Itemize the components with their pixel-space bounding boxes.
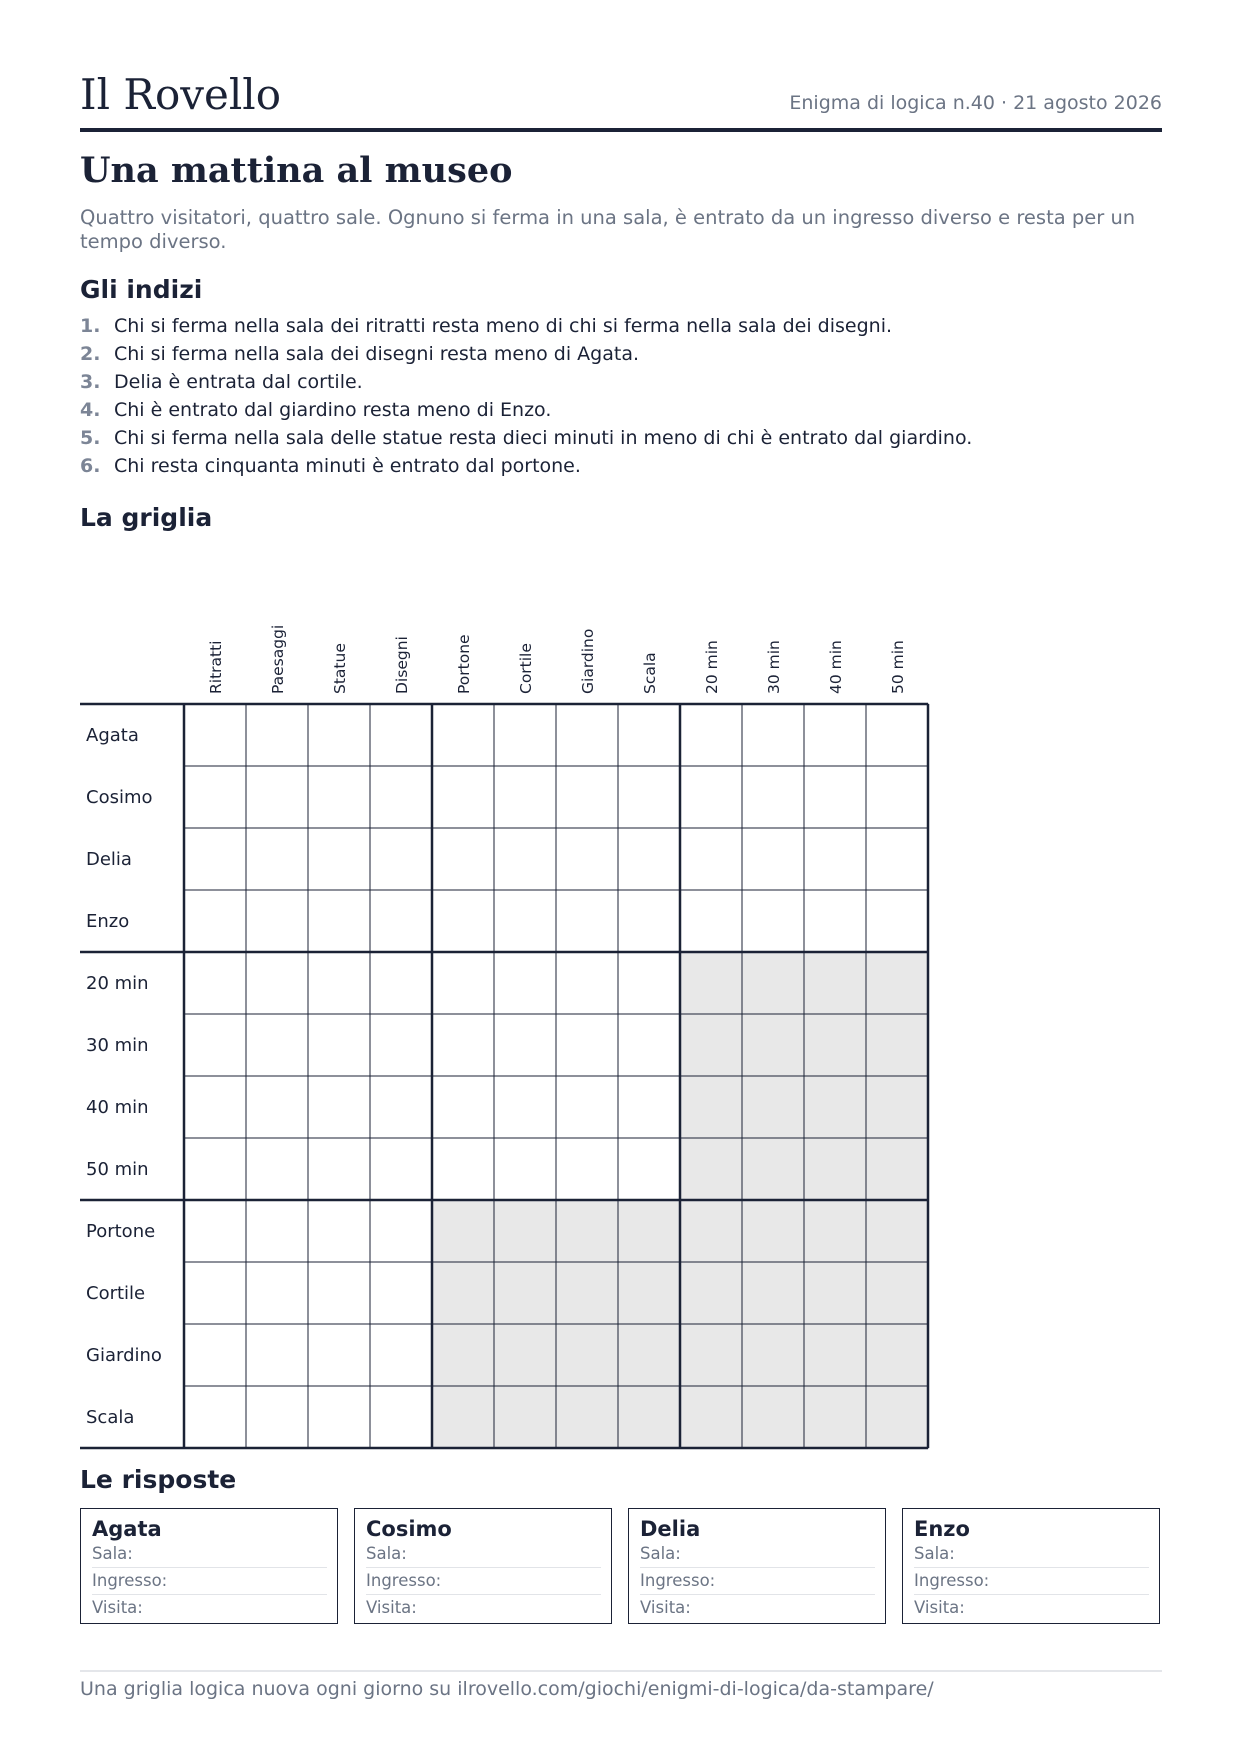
grid-cell[interactable] (432, 828, 494, 890)
card-field-visita[interactable]: Visita: (366, 1598, 417, 1617)
clue-text: Delia è entrata dal cortile. (114, 371, 363, 393)
grid-cell[interactable] (308, 952, 370, 1014)
grid-cell-blocked (680, 1386, 742, 1448)
column-header-label: 30 min (765, 640, 783, 694)
clues-heading: Gli indizi (80, 275, 203, 304)
grid-cell[interactable] (494, 952, 556, 1014)
grid-cell[interactable] (246, 1324, 308, 1386)
grid-cell[interactable] (432, 1138, 494, 1200)
grid-cell[interactable] (556, 952, 618, 1014)
grid-cell[interactable] (742, 766, 804, 828)
grid-cell-blocked (618, 1386, 680, 1448)
grid-cell[interactable] (246, 1076, 308, 1138)
grid-cell-blocked (742, 952, 804, 1014)
grid-cell[interactable] (804, 704, 866, 766)
card-field-visita[interactable]: Visita: (92, 1598, 143, 1617)
column-header-label: 50 min (889, 640, 907, 694)
grid-cell[interactable] (432, 704, 494, 766)
grid-cell-blocked (556, 1324, 618, 1386)
grid-cell[interactable] (680, 766, 742, 828)
footer-text: Una griglia logica nuova ogni giorno su ilrovello.com/giochi/enigmi-di-logica/da-stampare/ (80, 1678, 934, 1700)
grid-cell[interactable] (742, 828, 804, 890)
grid-cell-blocked (680, 1138, 742, 1200)
grid-cell-blocked (680, 1262, 742, 1324)
grid-cell[interactable] (308, 1014, 370, 1076)
grid-cell[interactable] (370, 704, 432, 766)
grid-cell-blocked (866, 1138, 928, 1200)
grid-cell[interactable] (556, 1076, 618, 1138)
grid-cell[interactable] (308, 1138, 370, 1200)
row-header-label: 40 min (86, 1097, 149, 1118)
grid-cell[interactable] (184, 1262, 246, 1324)
grid-cell-blocked (804, 1138, 866, 1200)
grid-cell[interactable] (494, 890, 556, 952)
grid-cell-blocked (556, 1386, 618, 1448)
grid-cell-blocked (556, 1200, 618, 1262)
grid-cell[interactable] (184, 1014, 246, 1076)
row-header-label: Cortile (86, 1283, 146, 1304)
grid-cell[interactable] (308, 1076, 370, 1138)
grid-cell[interactable] (866, 828, 928, 890)
row-header-label: Agata (86, 725, 139, 746)
grid-cell[interactable] (804, 828, 866, 890)
clue-text: Chi si ferma nella sala delle statue resta dieci minuti in meno di chi è entrato dal giardino. (114, 427, 973, 449)
grid-cell[interactable] (432, 766, 494, 828)
card-person-name: Delia (640, 1517, 701, 1541)
answer-card-cosimo (354, 1508, 612, 1624)
grid-cell[interactable] (618, 766, 680, 828)
grid-cell[interactable] (184, 1324, 246, 1386)
grid-cell[interactable] (556, 1014, 618, 1076)
column-header-label: Ritratti (207, 640, 225, 694)
clue-number: 1. (80, 315, 101, 337)
grid-cell[interactable] (308, 1262, 370, 1324)
grid-cell[interactable] (184, 766, 246, 828)
grid-cell-blocked (742, 1262, 804, 1324)
grid-cell[interactable] (494, 1014, 556, 1076)
grid-cell[interactable] (308, 1386, 370, 1448)
card-person-name: Cosimo (366, 1517, 452, 1541)
grid-cell[interactable] (618, 704, 680, 766)
grid-cell[interactable] (370, 828, 432, 890)
grid-cell[interactable] (246, 1014, 308, 1076)
row-header-label: Giardino (86, 1345, 162, 1366)
grid-cell-blocked (494, 1324, 556, 1386)
grid-cell[interactable] (246, 1138, 308, 1200)
grid-cell[interactable] (618, 1138, 680, 1200)
grid-cell[interactable] (432, 952, 494, 1014)
grid-cell[interactable] (618, 1076, 680, 1138)
grid-cell-blocked (866, 1324, 928, 1386)
card-person-name: Agata (92, 1517, 162, 1541)
grid-cell-blocked (680, 952, 742, 1014)
grid-cell[interactable] (618, 1014, 680, 1076)
clue-number: 2. (80, 343, 101, 365)
grid-cell[interactable] (804, 766, 866, 828)
grid-cell[interactable] (308, 766, 370, 828)
grid-cell-blocked (866, 1014, 928, 1076)
row-header-label: Cosimo (86, 787, 153, 808)
grid-cell[interactable] (246, 766, 308, 828)
puzzle-title: Una mattina al museo (80, 150, 513, 191)
card-field-ingresso[interactable]: Ingresso: (640, 1568, 875, 1595)
grid-cell[interactable] (680, 828, 742, 890)
grid-cell[interactable] (184, 1076, 246, 1138)
grid-cell[interactable] (246, 890, 308, 952)
grid-cell-blocked (804, 952, 866, 1014)
answer-card-delia (628, 1508, 886, 1624)
grid-cell-blocked (866, 1262, 928, 1324)
grid-cell[interactable] (370, 1200, 432, 1262)
clue-text: Chi si ferma nella sala dei ritratti resta meno di chi si ferma nella sala dei disegni. (114, 315, 893, 337)
grid-cell-blocked (680, 1076, 742, 1138)
grid-cell-blocked (804, 1076, 866, 1138)
clue-number: 4. (80, 399, 101, 421)
grid-cell-blocked (866, 1200, 928, 1262)
answer-cards (80, 1508, 1164, 1624)
column-header-label: Scala (641, 652, 659, 694)
grid-cell[interactable] (432, 890, 494, 952)
answer-card-agata (80, 1508, 338, 1624)
clue-number: 3. (80, 371, 101, 393)
card-field-ingresso[interactable]: Ingresso: (366, 1568, 601, 1595)
grid-cell-blocked (618, 1262, 680, 1324)
grid-cell[interactable] (246, 704, 308, 766)
grid-cell-blocked (432, 1262, 494, 1324)
grid-cell[interactable] (866, 704, 928, 766)
column-header-label: 20 min (703, 640, 721, 694)
footer-divider (80, 1670, 1162, 1672)
column-header-label: Disegni (393, 636, 411, 694)
grid-cell[interactable] (370, 1014, 432, 1076)
grid-cell[interactable] (246, 1262, 308, 1324)
card-field-sala[interactable]: Sala: (92, 1541, 327, 1568)
grid-cell[interactable] (308, 704, 370, 766)
grid-cell[interactable] (866, 766, 928, 828)
grid-cell-blocked (804, 1386, 866, 1448)
grid-cell[interactable] (370, 1386, 432, 1448)
grid-cell-blocked (866, 1386, 928, 1448)
grid-cell[interactable] (494, 828, 556, 890)
grid-cell-blocked (494, 1386, 556, 1448)
grid-cell[interactable] (680, 890, 742, 952)
grid-cell[interactable] (246, 828, 308, 890)
grid-cell[interactable] (308, 1324, 370, 1386)
grid-cell[interactable] (184, 704, 246, 766)
grid-cell-blocked (866, 952, 928, 1014)
column-header-label: Cortile (517, 643, 535, 694)
grid-cell[interactable] (742, 890, 804, 952)
clue-text: Chi si ferma nella sala dei disegni resta meno di Agata. (114, 343, 640, 365)
row-header-label: Enzo (86, 911, 130, 932)
grid-cell[interactable] (432, 1014, 494, 1076)
grid-cell[interactable] (618, 828, 680, 890)
grid-cell-blocked (742, 1076, 804, 1138)
grid-cell[interactable] (432, 1076, 494, 1138)
grid-cell-blocked (680, 1014, 742, 1076)
grid-cell[interactable] (246, 1386, 308, 1448)
grid-cell[interactable] (556, 1138, 618, 1200)
grid-cell-blocked (866, 1076, 928, 1138)
answers-heading: Le risposte (80, 1465, 237, 1494)
grid-cell-blocked (742, 1386, 804, 1448)
grid-cell[interactable] (494, 1138, 556, 1200)
grid-cell[interactable] (184, 828, 246, 890)
row-header-label: Scala (86, 1407, 135, 1428)
grid-cell[interactable] (556, 890, 618, 952)
issue-info: Enigma di logica n.40 · 21 agosto 2026 (789, 92, 1162, 114)
grid-cell[interactable] (680, 704, 742, 766)
grid-cell-blocked (742, 1200, 804, 1262)
grid-cell[interactable] (370, 1138, 432, 1200)
row-header-label: Delia (86, 849, 132, 870)
brand-title: Il Rovello (80, 70, 282, 119)
card-field-ingresso[interactable]: Ingresso: (914, 1568, 1149, 1595)
grid-cell-blocked (742, 1138, 804, 1200)
column-header-label: Paesaggi (269, 624, 287, 694)
row-header-label: Portone (86, 1221, 156, 1242)
grid-cell[interactable] (308, 828, 370, 890)
grid-cell-blocked (742, 1014, 804, 1076)
grid-cell[interactable] (308, 890, 370, 952)
grid-cell-blocked (432, 1386, 494, 1448)
card-field-ingresso[interactable]: Ingresso: (92, 1568, 327, 1595)
grid-cell[interactable] (494, 704, 556, 766)
row-header-label: 20 min (86, 973, 149, 994)
grid-cell[interactable] (370, 1262, 432, 1324)
grid-cell[interactable] (184, 1138, 246, 1200)
grid-cell-blocked (742, 1324, 804, 1386)
grid-cell-blocked (804, 1200, 866, 1262)
clue-number: 6. (80, 455, 101, 477)
row-header-label: 30 min (86, 1035, 149, 1056)
grid-cell[interactable] (556, 828, 618, 890)
grid-cell[interactable] (494, 766, 556, 828)
puzzle-intro: Quattro visitatori, quattro sale. Ognuno si ferma in una sala, è entrato da un ingresso diverso e resta per un tempo diverso. (80, 206, 1136, 253)
grid-cell-blocked (618, 1324, 680, 1386)
row-header-label: 50 min (86, 1159, 149, 1180)
grid-cell[interactable] (370, 1324, 432, 1386)
grid-cell[interactable] (370, 1076, 432, 1138)
card-field-sala[interactable]: Sala: (914, 1541, 1149, 1568)
card-field-sala[interactable]: Sala: (366, 1541, 601, 1568)
grid-cell-blocked (804, 1262, 866, 1324)
grid-cell[interactable] (618, 890, 680, 952)
grid-cell[interactable] (370, 890, 432, 952)
grid-cell-blocked (432, 1200, 494, 1262)
grid-cell[interactable] (742, 704, 804, 766)
grid-cell[interactable] (618, 952, 680, 1014)
grid-cell[interactable] (184, 952, 246, 1014)
answer-card-enzo (902, 1508, 1160, 1624)
grid-cell[interactable] (308, 1200, 370, 1262)
grid-cell-blocked (804, 1324, 866, 1386)
grid-heading: La griglia (80, 503, 213, 532)
grid-cell-blocked (680, 1324, 742, 1386)
grid-cell[interactable] (370, 952, 432, 1014)
grid-cell[interactable] (184, 1386, 246, 1448)
grid-cell[interactable] (370, 766, 432, 828)
column-header-label: 40 min (827, 640, 845, 694)
grid-cell-blocked (432, 1324, 494, 1386)
clue-text: Chi resta cinquanta minuti è entrato dal portone. (114, 455, 581, 477)
grid-cell[interactable] (184, 1200, 246, 1262)
card-field-sala[interactable]: Sala: (640, 1541, 875, 1568)
card-person-name: Enzo (914, 1517, 970, 1541)
grid-cell-blocked (556, 1262, 618, 1324)
grid-cell[interactable] (494, 1076, 556, 1138)
grid-cell-blocked (618, 1200, 680, 1262)
grid-cell-blocked (494, 1200, 556, 1262)
grid-cell[interactable] (246, 1200, 308, 1262)
grid-cell[interactable] (184, 890, 246, 952)
grid-cell-blocked (804, 1014, 866, 1076)
grid-cell[interactable] (804, 890, 866, 952)
column-header-label: Statue (331, 643, 349, 694)
clue-number: 5. (80, 427, 101, 449)
column-header-label: Portone (455, 634, 473, 694)
grid-cell[interactable] (556, 704, 618, 766)
grid-cell[interactable] (866, 890, 928, 952)
grid-cell[interactable] (556, 766, 618, 828)
grid-cell-blocked (680, 1200, 742, 1262)
clue-text: Chi è entrato dal giardino resta meno di Enzo. (114, 399, 552, 421)
column-header-label: Giardino (579, 628, 597, 694)
card-field-visita[interactable]: Visita: (640, 1598, 691, 1617)
grid-cell-blocked (494, 1262, 556, 1324)
grid-cell[interactable] (246, 952, 308, 1014)
card-field-visita[interactable]: Visita: (914, 1598, 965, 1617)
